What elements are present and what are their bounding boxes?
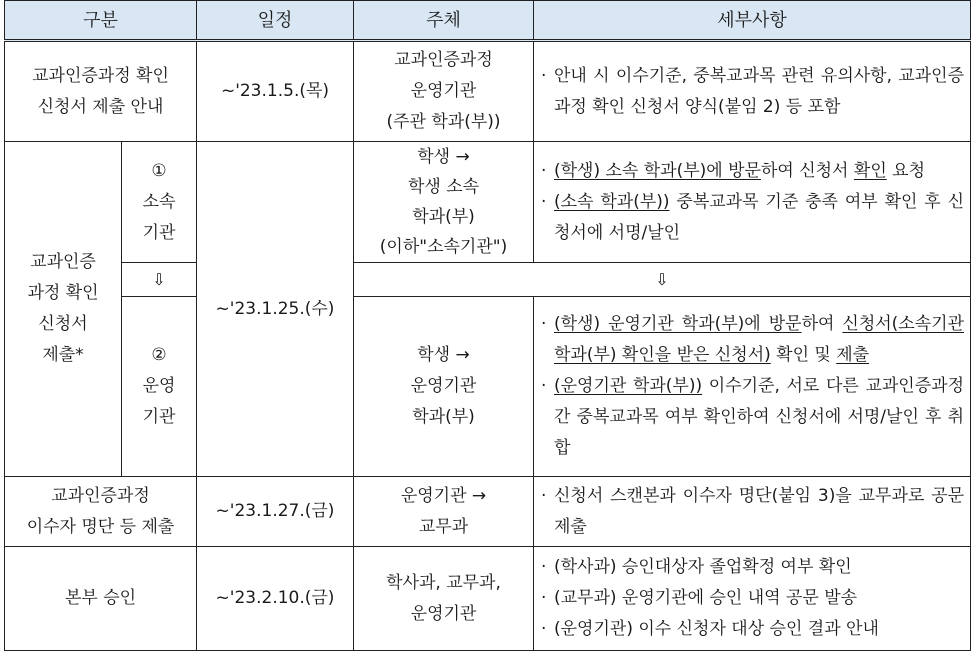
row-details: [534, 297, 971, 477]
table-row: [5, 142, 971, 263]
row-category: 교과인증 과정 확인 신청서 제출*: [5, 142, 122, 477]
table-row: [5, 41, 971, 142]
row-agent: 운영기관 → 교무과: [354, 477, 534, 547]
sub-label-affiliated: ① 소속 기관: [122, 142, 197, 263]
detail-item: · 신청서 스캔본과 이수자 명단(붙임 3)을 교무과로 공문 제출: [554, 481, 964, 543]
row-details: [534, 142, 971, 263]
table-row: [5, 297, 971, 477]
schedule-table: [4, 0, 971, 651]
table-row: [5, 477, 971, 547]
row-category: 본부 승인: [5, 547, 197, 651]
detail-item: · (운영기관) 이수 신청자 대상 승인 결과 안내: [554, 614, 964, 645]
detail-item: · (학생) 소속 학과(부)에 방문하여 신청서 확인 요청: [554, 156, 964, 187]
row-details: [534, 41, 971, 142]
detail-item: · (학사과) 승인대상자 졸업확정 여부 확인: [554, 552, 964, 583]
row-agent: 교과인증과정 운영기관 (주관 학과(부)): [354, 41, 534, 142]
detail-item: · (학생) 운영기관 학과(부)에 방문하여 신청서(소속기관 학과(부) 확인을 받은 신청서) 확인 및 제출: [554, 309, 964, 371]
row-agent: 학사과, 교무과, 운영기관: [354, 547, 534, 651]
row-details: [534, 477, 971, 547]
detail-item: · 안내 시 이수기준, 중복교과목 관련 유의사항, 교과인증과정 확인 신청서 양식(붙임 2) 등 포함: [554, 61, 964, 123]
sub-label-operating: ② 운영 기관: [122, 297, 197, 477]
detail-item: · (교무과) 운영기관에 승인 내역 공문 발송: [554, 583, 964, 614]
table-row: [5, 547, 971, 651]
row-category: 교과인증과정 이수자 명단 등 제출: [5, 477, 197, 547]
row-date: ~'23.2.10.(금): [197, 547, 354, 651]
arrow-row: [5, 263, 971, 297]
down-arrow-icon: ⇩: [122, 263, 197, 297]
header-date: 일정: [197, 1, 354, 41]
detail-item: · (소속 학과(부)) 중복교과목 기준 충족 여부 확인 후 신청서에 서명/날인: [554, 187, 964, 249]
row-category: 교과인증과정 확인 신청서 제출 안내: [5, 41, 197, 142]
row-date: ~'23.1.25.(수): [197, 142, 354, 477]
row-details: [534, 547, 971, 651]
header-row: [5, 1, 971, 41]
header-category: 구분: [5, 1, 197, 41]
row-agent: 학생 → 학생 소속 학과(부) (이하"소속기관"): [354, 142, 534, 263]
row-agent: 학생 → 운영기관 학과(부): [354, 297, 534, 477]
row-date: ~'23.1.5.(목): [197, 41, 354, 142]
down-arrow-icon: ⇩: [354, 263, 971, 297]
header-details: 세부사항: [534, 1, 971, 41]
detail-item: · (운영기관 학과(부)) 이수기준, 서로 다른 교과인증과정 간 중복교과목 여부 확인하여 신청서에 서명/날인 후 취합: [554, 371, 964, 464]
header-agent: 주체: [354, 1, 534, 41]
row-date: ~'23.1.27.(금): [197, 477, 354, 547]
